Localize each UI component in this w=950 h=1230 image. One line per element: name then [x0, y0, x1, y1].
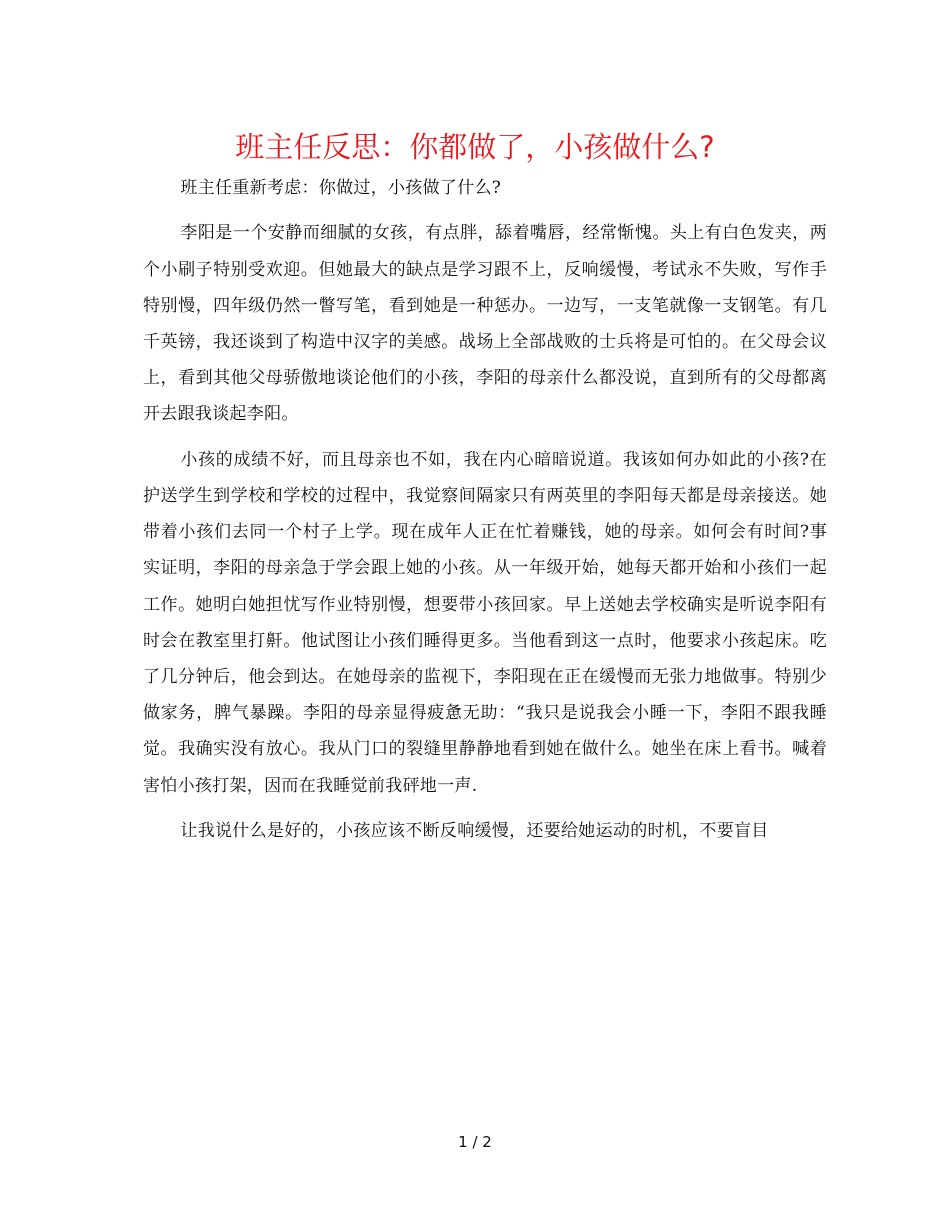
document-body [143, 170, 827, 858]
document-title: 班主任反思：你都做了，小孩做什么? [235, 130, 715, 164]
paragraph: 让我说什么是好的，小孩应该不断反响缓慢，还要给她运动的时机，不要盲目 [180, 821, 769, 842]
paragraph-subtitle: 班主任重新考虑：你做过，小孩做了什么? [180, 178, 502, 198]
paragraph: 李阳是一个安静而细腻的女孩，有点胖，舔着嘴唇，经常惭愧。头上有白色发夹，两个小刷子特别受欢迎。但她最大的缺点是学习跟不上，反响缓慢，考试永不失败，写作手特别慢，四年级仍然一瞥写笔，看到她是一种惩办。一边写，一支笔就像一支钢笔。有几千英镑，我还谈到了构造中汉字的美感。战场上全部战败的士兵将是可怕的。在父母会议上，看到其他父母骄傲地谈论他们的小孩，李阳的母亲什么都没说，直到所有的父母都离开去跟我谈起李阳。 [143, 223, 827, 425]
page-number: 1 / 2 [458, 1133, 492, 1151]
paragraph: 小孩的成绩不好，而且母亲也不如，我在内心暗暗说道。我该如何办如此的小孩?在护送学生到学校和学校的过程中，我觉察间隔家只有两英里的李阳每天都是母亲接送。她带着小孩们去同一个村子上学。现在成年人正在忙着赚钱，她的母亲。如何会有时间?事实证明，李阳的母亲急于学会跟上她的小孩。从一年级开始，她每天都开始和小孩们一起工作。她明白她担忧写作业特别慢，想要带小孩回家。早上送她去学校确实是听说李阳有时会在教室里打鼾。他试图让小孩们睡得更多。当他看到这一点时，他要求小孩起床。吃了几分钟后，他会到达。在她母亲的监视下，李阳现在正在缓慢而无张力地做事。特别少做家务，脾气暴躁。李阳的母亲显得疲惫无助：“我只是说我会小睡一下，李阳不跟我睡觉。我确实没有放心。我从门口的裂缝里静静地看到她在做什么。她坐在床上看书。喊着害怕小孩打架，因而在我睡觉前我砰地一声. [143, 449, 827, 796]
